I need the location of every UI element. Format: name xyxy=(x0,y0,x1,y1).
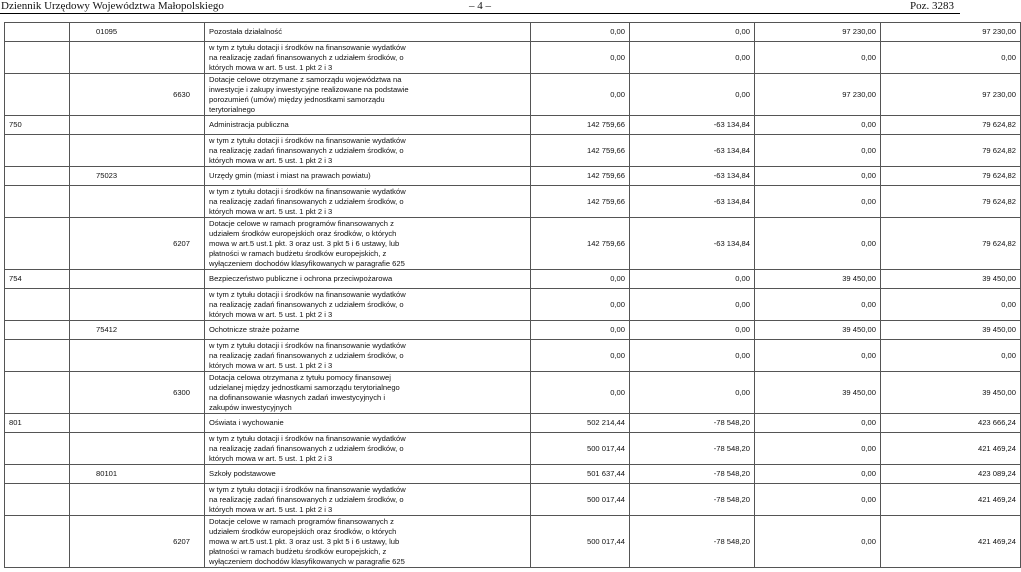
table-row xyxy=(5,340,1021,372)
description-line: w tym z tytułu dotacji i środków na finansowanie wydatków xyxy=(209,42,406,52)
increase-cell: 0,00 xyxy=(755,116,881,135)
plan-after-cell: 39 450,00 xyxy=(881,372,1021,414)
description-cell xyxy=(205,116,531,135)
rozdzial-paragraf-cell xyxy=(70,42,205,74)
increase-cell: 0,00 xyxy=(755,340,881,372)
description-line: na realizację zadań finansowanych z udziałem środków, o xyxy=(209,145,404,155)
rozdzial-code: 75023 xyxy=(96,171,118,180)
description-cell xyxy=(205,372,531,414)
decrease-cell: 0,00 xyxy=(630,74,755,116)
table-row xyxy=(5,465,1021,484)
description-line: których mowa w art. 5 ust. 1 pkt 2 i 3 xyxy=(209,309,333,319)
plan-after-cell: 423 666,24 xyxy=(881,414,1021,433)
description-line: Dotacje celowe otrzymane z samorządu województwa na xyxy=(209,74,402,84)
increase-cell: 0,00 xyxy=(755,186,881,218)
plan-after-cell: 79 624,82 xyxy=(881,186,1021,218)
description-line: na dofinansowanie własnych zadań inwestycyjnych i xyxy=(209,392,386,402)
description-line: na realizację zadań finansowanych z udziałem środków, o xyxy=(209,196,404,206)
table-row xyxy=(5,321,1021,340)
description-line: Urzędy gmin (miast i miast na prawach powiatu) xyxy=(209,171,371,180)
description-cell xyxy=(205,135,531,167)
description-line: Administracja publiczna xyxy=(209,120,289,129)
page-header xyxy=(0,0,960,14)
rozdzial-paragraf-cell xyxy=(70,270,205,289)
plan-after-cell: 97 230,00 xyxy=(881,23,1021,42)
plan-before-cell: 142 759,66 xyxy=(531,116,630,135)
description-cell xyxy=(205,186,531,218)
table-row xyxy=(5,116,1021,135)
dzial-cell: 750 xyxy=(5,116,70,135)
dzial-cell xyxy=(5,23,70,42)
increase-cell: 0,00 xyxy=(755,135,881,167)
description-line: udzielanej między jednostkami samorządu terytorialnego xyxy=(209,382,400,392)
rozdzial-paragraf-cell xyxy=(70,516,205,568)
description-line: Bezpieczeństwo publiczne i ochrona przeciwpożarowa xyxy=(209,274,393,283)
increase-cell: 39 450,00 xyxy=(755,270,881,289)
paragraf-code: 6207 xyxy=(173,536,190,546)
description-line: na realizację zadań finansowanych z udziałem środków, o xyxy=(209,299,404,309)
plan-before-cell: 0,00 xyxy=(531,321,630,340)
increase-cell: 39 450,00 xyxy=(755,372,881,414)
description-cell xyxy=(205,414,531,433)
plan-before-cell: 0,00 xyxy=(531,270,630,289)
increase-cell: 0,00 xyxy=(755,484,881,516)
plan-before-cell: 0,00 xyxy=(531,372,630,414)
plan-before-cell: 0,00 xyxy=(531,340,630,372)
decrease-cell: -63 134,84 xyxy=(630,186,755,218)
description-line: na realizację zadań finansowanych z udziałem środków, o xyxy=(209,494,404,504)
decrease-cell: 0,00 xyxy=(630,270,755,289)
plan-before-cell: 502 214,44 xyxy=(531,414,630,433)
dzial-cell: 801 xyxy=(5,414,70,433)
plan-before-cell: 501 637,44 xyxy=(531,465,630,484)
description-line: których mowa w art. 5 ust. 1 pkt 2 i 3 xyxy=(209,453,333,463)
paragraf-code: 6630 xyxy=(173,89,190,99)
table-row xyxy=(5,433,1021,465)
rozdzial-paragraf-cell xyxy=(70,289,205,321)
decrease-cell: -63 134,84 xyxy=(630,218,755,270)
plan-after-cell: 97 230,00 xyxy=(881,74,1021,116)
decrease-cell: -63 134,84 xyxy=(630,135,755,167)
decrease-cell: 0,00 xyxy=(630,372,755,414)
dzial-cell xyxy=(5,321,70,340)
description-cell xyxy=(205,433,531,465)
plan-before-cell: 0,00 xyxy=(531,74,630,116)
plan-after-cell: 421 469,24 xyxy=(881,484,1021,516)
dzial-cell xyxy=(5,433,70,465)
rozdzial-paragraf-cell xyxy=(70,414,205,433)
plan-after-cell: 79 624,82 xyxy=(881,135,1021,167)
plan-before-cell: 500 017,44 xyxy=(531,484,630,516)
rozdzial-paragraf-cell xyxy=(70,116,205,135)
rozdzial-code: 80101 xyxy=(96,469,118,478)
plan-before-cell: 142 759,66 xyxy=(531,218,630,270)
plan-before-cell: 0,00 xyxy=(531,23,630,42)
plan-before-cell: 500 017,44 xyxy=(531,433,630,465)
description-line: wyłączeniem dochodów klasyfikowanych w paragrafie 625 xyxy=(209,556,405,566)
description-cell xyxy=(205,289,531,321)
plan-after-cell: 39 450,00 xyxy=(881,270,1021,289)
description-line: na realizację zadań finansowanych z udziałem środków, o xyxy=(209,350,404,360)
description-line: Ochotnicze straże pożarne xyxy=(209,325,300,334)
plan-before-cell: 500 017,44 xyxy=(531,516,630,568)
description-line: w tym z tytułu dotacji i środków na finansowanie wydatków xyxy=(209,186,406,196)
rozdzial-paragraf-cell xyxy=(70,484,205,516)
description-line: których mowa w art. 5 ust. 1 pkt 2 i 3 xyxy=(209,504,333,514)
plan-after-cell: 39 450,00 xyxy=(881,321,1021,340)
page-number: – 4 – xyxy=(469,0,491,12)
journal-title: Dziennik Urzędowy Województwa Małopolskiego xyxy=(1,0,224,12)
table-row xyxy=(5,484,1021,516)
rozdzial-paragraf-cell xyxy=(70,433,205,465)
dzial-cell xyxy=(5,516,70,568)
description-line: porozumień (umów) między jednostkami samorządu xyxy=(209,94,385,104)
description-line: inwestycje i zakupy inwestycyjne realizowane na podstawie xyxy=(209,84,409,94)
decrease-cell: 0,00 xyxy=(630,340,755,372)
description-cell xyxy=(205,465,531,484)
description-cell xyxy=(205,23,531,42)
paragraf-code: 6300 xyxy=(173,387,190,397)
table-row xyxy=(5,74,1021,116)
description-line: Dotacje celowe w ramach programów finansowanych z xyxy=(209,218,394,228)
dzial-cell xyxy=(5,340,70,372)
plan-before-cell: 142 759,66 xyxy=(531,186,630,218)
description-cell xyxy=(205,74,531,116)
plan-after-cell: 79 624,82 xyxy=(881,218,1021,270)
decrease-cell: -78 548,20 xyxy=(630,465,755,484)
increase-cell: 0,00 xyxy=(755,289,881,321)
description-line: udziałem środków europejskich oraz środków, o których xyxy=(209,526,397,536)
description-line: w tym z tytułu dotacji i środków na finansowanie wydatków xyxy=(209,340,406,350)
dzial-cell xyxy=(5,218,70,270)
rozdzial-code: 75412 xyxy=(96,325,118,334)
description-line: których mowa w art. 5 ust. 1 pkt 2 i 3 xyxy=(209,360,333,370)
table-row xyxy=(5,135,1021,167)
description-line: mowa w art.5 ust.1 pkt. 3 oraz ust. 3 pkt 5 i 6 ustawy, lub xyxy=(209,536,400,546)
plan-after-cell: 79 624,82 xyxy=(881,116,1021,135)
dzial-cell xyxy=(5,135,70,167)
position-number: Poz. 3283 xyxy=(910,0,954,12)
decrease-cell: -78 548,20 xyxy=(630,433,755,465)
plan-after-cell: 423 089,24 xyxy=(881,465,1021,484)
dzial-cell xyxy=(5,186,70,218)
description-cell xyxy=(205,167,531,186)
increase-cell: 97 230,00 xyxy=(755,23,881,42)
description-line: udziałem środków europejskich oraz środków, o których xyxy=(209,228,397,238)
decrease-cell: -63 134,84 xyxy=(630,116,755,135)
increase-cell: 39 450,00 xyxy=(755,321,881,340)
increase-cell: 0,00 xyxy=(755,42,881,74)
rozdzial-paragraf-cell xyxy=(70,74,205,116)
description-line: Szkoły podstawowe xyxy=(209,469,276,478)
increase-cell: 0,00 xyxy=(755,516,881,568)
plan-after-cell: 421 469,24 xyxy=(881,516,1021,568)
description-line: mowa w art.5 ust.1 pkt. 3 oraz ust. 3 pkt 5 i 6 ustawy, lub xyxy=(209,238,400,248)
plan-before-cell: 142 759,66 xyxy=(531,167,630,186)
description-line: w tym z tytułu dotacji i środków na finansowanie wydatków xyxy=(209,289,406,299)
dzial-cell xyxy=(5,465,70,484)
description-cell xyxy=(205,218,531,270)
description-cell xyxy=(205,340,531,372)
table-row xyxy=(5,516,1021,568)
budget-rows xyxy=(5,23,1021,568)
rozdzial-paragraf-cell xyxy=(70,465,205,484)
table-row xyxy=(5,167,1021,186)
plan-after-cell: 0,00 xyxy=(881,340,1021,372)
increase-cell: 0,00 xyxy=(755,167,881,186)
table-row xyxy=(5,270,1021,289)
table-row xyxy=(5,414,1021,433)
description-line: na realizację zadań finansowanych z udziałem środków, o xyxy=(209,52,404,62)
table-row xyxy=(5,218,1021,270)
description-line: w tym z tytułu dotacji i środków na finansowanie wydatków xyxy=(209,484,406,494)
dzial-cell: 754 xyxy=(5,270,70,289)
rozdzial-paragraf-cell xyxy=(70,340,205,372)
description-line: zakupów inwestycyjnych xyxy=(209,402,292,412)
description-cell xyxy=(205,42,531,74)
description-line: których mowa w art. 5 ust. 1 pkt 2 i 3 xyxy=(209,155,333,165)
plan-before-cell: 142 759,66 xyxy=(531,135,630,167)
rozdzial-paragraf-cell xyxy=(70,167,205,186)
table-row xyxy=(5,289,1021,321)
plan-after-cell: 79 624,82 xyxy=(881,167,1021,186)
table-row xyxy=(5,186,1021,218)
rozdzial-paragraf-cell xyxy=(70,372,205,414)
decrease-cell: -63 134,84 xyxy=(630,167,755,186)
description-cell xyxy=(205,516,531,568)
increase-cell: 97 230,00 xyxy=(755,74,881,116)
description-line: Dotacje celowe w ramach programów finansowanych z xyxy=(209,516,394,526)
plan-after-cell: 0,00 xyxy=(881,289,1021,321)
dzial-cell xyxy=(5,484,70,516)
dzial-cell xyxy=(5,372,70,414)
increase-cell: 0,00 xyxy=(755,218,881,270)
decrease-cell: -78 548,20 xyxy=(630,484,755,516)
description-line: których mowa w art. 5 ust. 1 pkt 2 i 3 xyxy=(209,206,333,216)
description-line: Pozostała działalność xyxy=(209,27,283,36)
budget-table xyxy=(4,22,1021,568)
description-line: których mowa w art. 5 ust. 1 pkt 2 i 3 xyxy=(209,62,333,72)
decrease-cell: -78 548,20 xyxy=(630,414,755,433)
plan-after-cell: 0,00 xyxy=(881,42,1021,74)
rozdzial-paragraf-cell xyxy=(70,135,205,167)
decrease-cell: 0,00 xyxy=(630,289,755,321)
rozdzial-paragraf-cell xyxy=(70,186,205,218)
rozdzial-paragraf-cell xyxy=(70,321,205,340)
rozdzial-paragraf-cell xyxy=(70,218,205,270)
description-line: w tym z tytułu dotacji i środków na finansowanie wydatków xyxy=(209,433,406,443)
table-row xyxy=(5,42,1021,74)
description-line: płatności w ramach budżetu środków europejskich, z xyxy=(209,546,387,556)
dzial-cell xyxy=(5,289,70,321)
decrease-cell: 0,00 xyxy=(630,321,755,340)
increase-cell: 0,00 xyxy=(755,433,881,465)
paragraf-code: 6207 xyxy=(173,238,190,248)
description-line: na realizację zadań finansowanych z udziałem środków, o xyxy=(209,443,404,453)
description-line: Oświata i wychowanie xyxy=(209,418,284,427)
description-line: Dotacja celowa otrzymana z tytułu pomocy finansowej xyxy=(209,372,391,382)
description-line: terytorialnego xyxy=(209,104,256,114)
plan-before-cell: 0,00 xyxy=(531,42,630,74)
decrease-cell: -78 548,20 xyxy=(630,516,755,568)
increase-cell: 0,00 xyxy=(755,465,881,484)
description-line: płatności w ramach budżetu środków europejskich, z xyxy=(209,248,387,258)
description-cell xyxy=(205,484,531,516)
description-line: wyłączeniem dochodów klasyfikowanych w paragrafie 625 xyxy=(209,258,405,268)
description-line: w tym z tytułu dotacji i środków na finansowanie wydatków xyxy=(209,135,406,145)
rozdzial-code: 01095 xyxy=(96,27,118,36)
increase-cell: 0,00 xyxy=(755,414,881,433)
description-cell xyxy=(205,270,531,289)
plan-before-cell: 0,00 xyxy=(531,289,630,321)
decrease-cell: 0,00 xyxy=(630,42,755,74)
table-row xyxy=(5,23,1021,42)
description-cell xyxy=(205,321,531,340)
dzial-cell xyxy=(5,42,70,74)
plan-after-cell: 421 469,24 xyxy=(881,433,1021,465)
dzial-cell xyxy=(5,167,70,186)
decrease-cell: 0,00 xyxy=(630,23,755,42)
dzial-cell xyxy=(5,74,70,116)
rozdzial-paragraf-cell xyxy=(70,23,205,42)
table-row xyxy=(5,372,1021,414)
